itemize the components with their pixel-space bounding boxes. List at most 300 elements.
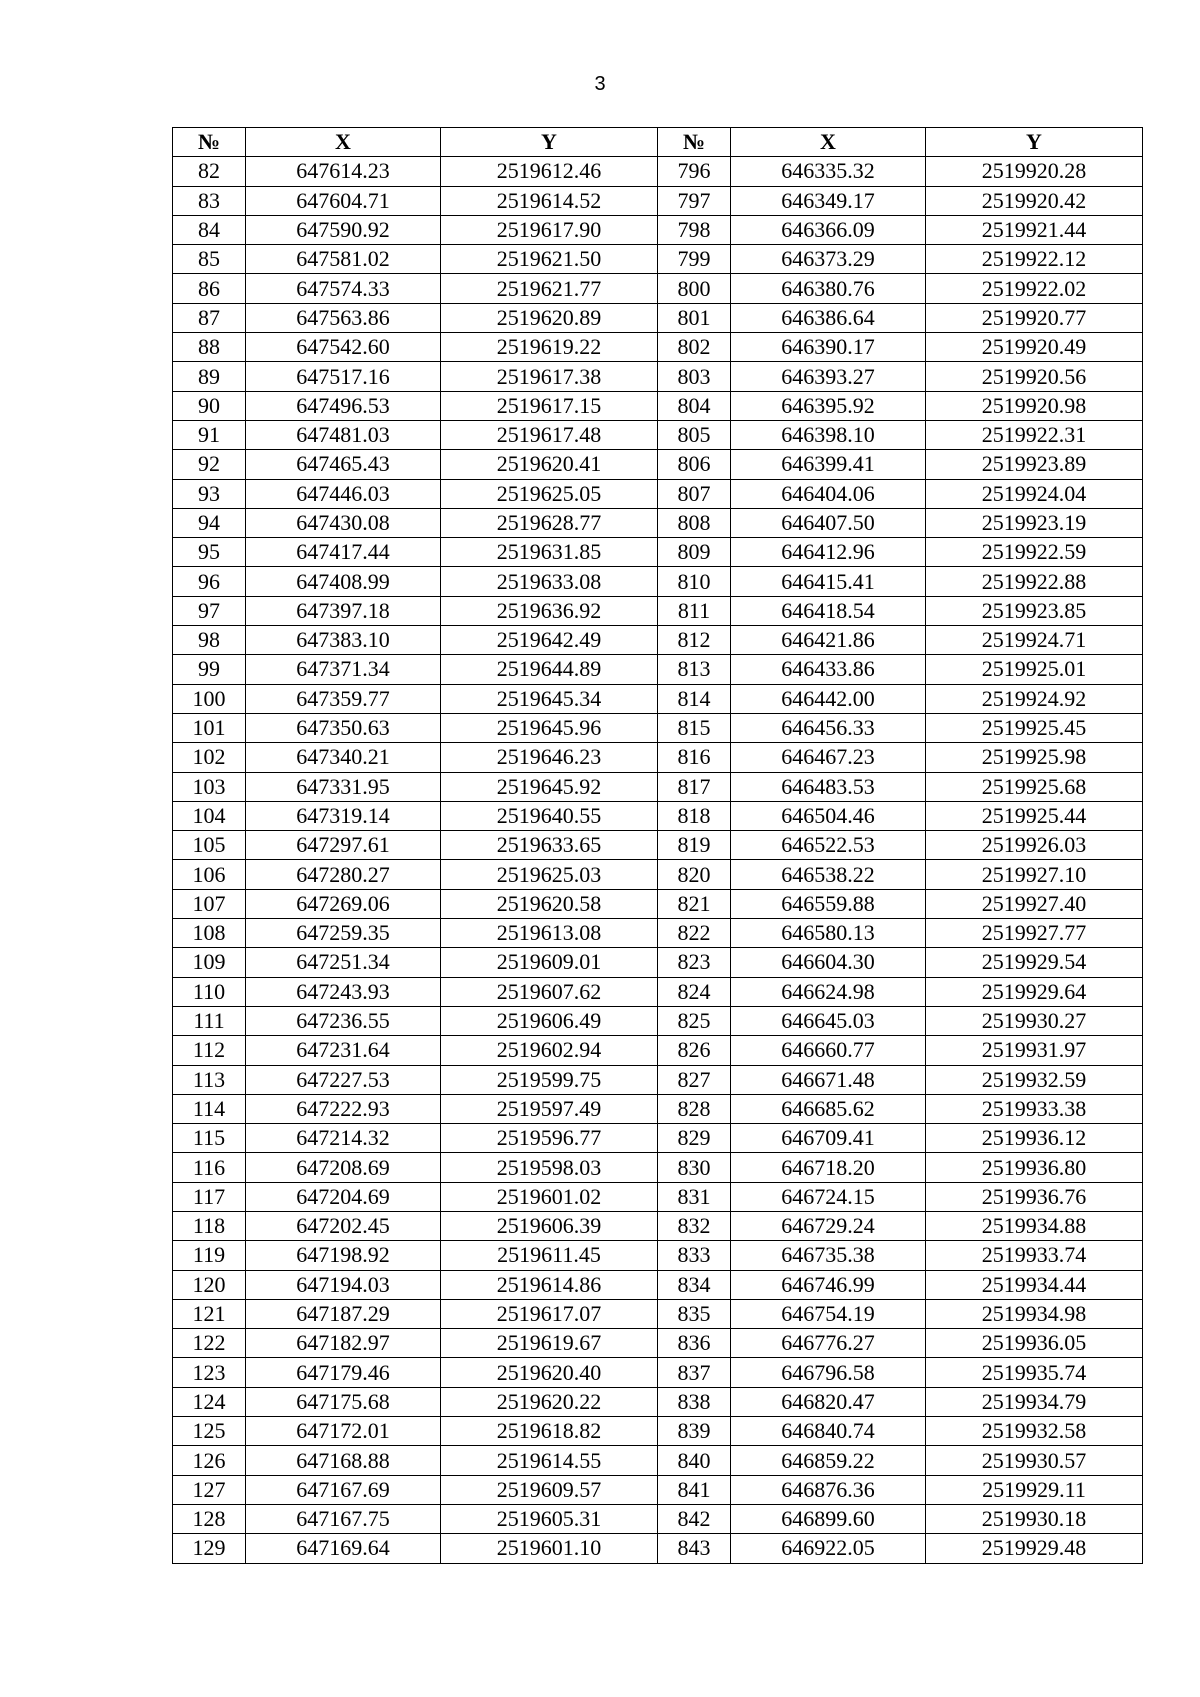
header-row bbox=[173, 128, 1143, 157]
x-coordinate-left: 647194.03 bbox=[246, 1270, 441, 1299]
x-coordinate-left: 647167.69 bbox=[246, 1475, 441, 1504]
table-row bbox=[173, 889, 1143, 918]
point-number-right: 799 bbox=[658, 245, 731, 274]
table-row bbox=[173, 655, 1143, 684]
point-number-right: 802 bbox=[658, 333, 731, 362]
table-row bbox=[173, 538, 1143, 567]
y-coordinate-right: 2519929.64 bbox=[926, 977, 1143, 1006]
x-coordinate-left: 647350.63 bbox=[246, 713, 441, 742]
y-coordinate-right: 2519936.80 bbox=[926, 1153, 1143, 1182]
point-number-right: 796 bbox=[658, 157, 731, 186]
point-number-left: 112 bbox=[173, 1036, 246, 1065]
y-coordinate-right: 2519929.11 bbox=[926, 1475, 1143, 1504]
y-coordinate-left: 2519612.46 bbox=[441, 157, 658, 186]
y-coordinate-left: 2519620.40 bbox=[441, 1358, 658, 1387]
x-coordinate-right: 646922.05 bbox=[731, 1534, 926, 1563]
y-coordinate-left: 2519609.01 bbox=[441, 948, 658, 977]
table-row bbox=[173, 186, 1143, 215]
x-coordinate-left: 647604.71 bbox=[246, 186, 441, 215]
table-row bbox=[173, 420, 1143, 449]
x-coordinate-left: 647214.32 bbox=[246, 1124, 441, 1153]
x-coordinate-right: 646467.23 bbox=[731, 743, 926, 772]
x-coordinate-right: 646718.20 bbox=[731, 1153, 926, 1182]
table-row bbox=[173, 245, 1143, 274]
x-coordinate-left: 647175.68 bbox=[246, 1387, 441, 1416]
y-coordinate-left: 2519642.49 bbox=[441, 626, 658, 655]
x-coordinate-left: 647182.97 bbox=[246, 1329, 441, 1358]
y-coordinate-left: 2519628.77 bbox=[441, 508, 658, 537]
point-number-left: 99 bbox=[173, 655, 246, 684]
y-coordinate-right: 2519934.44 bbox=[926, 1270, 1143, 1299]
x-coordinate-left: 647331.95 bbox=[246, 772, 441, 801]
point-number-right: 834 bbox=[658, 1270, 731, 1299]
point-number-right: 836 bbox=[658, 1329, 731, 1358]
y-coordinate-right: 2519933.38 bbox=[926, 1094, 1143, 1123]
x-coordinate-right: 646522.53 bbox=[731, 831, 926, 860]
y-coordinate-right: 2519933.74 bbox=[926, 1241, 1143, 1270]
y-coordinate-left: 2519621.77 bbox=[441, 274, 658, 303]
table-row bbox=[173, 684, 1143, 713]
table-row bbox=[173, 1534, 1143, 1563]
y-coordinate-right: 2519925.68 bbox=[926, 772, 1143, 801]
x-coordinate-left: 647465.43 bbox=[246, 450, 441, 479]
y-coordinate-right: 2519929.54 bbox=[926, 948, 1143, 977]
x-coordinate-left: 647243.93 bbox=[246, 977, 441, 1006]
point-number-left: 123 bbox=[173, 1358, 246, 1387]
y-coordinate-right: 2519925.44 bbox=[926, 801, 1143, 830]
point-number-right: 827 bbox=[658, 1065, 731, 1094]
y-coordinate-right: 2519930.18 bbox=[926, 1504, 1143, 1533]
point-number-left: 120 bbox=[173, 1270, 246, 1299]
x-coordinate-left: 647297.61 bbox=[246, 831, 441, 860]
point-number-left: 117 bbox=[173, 1182, 246, 1211]
y-coordinate-right: 2519922.88 bbox=[926, 567, 1143, 596]
y-coordinate-left: 2519606.39 bbox=[441, 1211, 658, 1240]
x-coordinate-left: 647172.01 bbox=[246, 1417, 441, 1446]
x-coordinate-left: 647371.34 bbox=[246, 655, 441, 684]
point-number-left: 110 bbox=[173, 977, 246, 1006]
table-row bbox=[173, 801, 1143, 830]
table-row bbox=[173, 713, 1143, 742]
point-number-right: 797 bbox=[658, 186, 731, 215]
y-coordinate-left: 2519605.31 bbox=[441, 1504, 658, 1533]
point-number-left: 128 bbox=[173, 1504, 246, 1533]
table-row bbox=[173, 1211, 1143, 1240]
y-coordinate-left: 2519620.22 bbox=[441, 1387, 658, 1416]
x-coordinate-left: 647430.08 bbox=[246, 508, 441, 537]
y-coordinate-left: 2519614.55 bbox=[441, 1446, 658, 1475]
x-coordinate-left: 647202.45 bbox=[246, 1211, 441, 1240]
y-coordinate-left: 2519606.49 bbox=[441, 1006, 658, 1035]
y-coordinate-right: 2519922.59 bbox=[926, 538, 1143, 567]
x-coordinate-right: 646395.92 bbox=[731, 391, 926, 420]
point-number-right: 807 bbox=[658, 479, 731, 508]
y-coordinate-left: 2519645.34 bbox=[441, 684, 658, 713]
x-coordinate-right: 646442.00 bbox=[731, 684, 926, 713]
point-number-left: 98 bbox=[173, 626, 246, 655]
point-number-left: 122 bbox=[173, 1329, 246, 1358]
x-coordinate-right: 646349.17 bbox=[731, 186, 926, 215]
x-coordinate-left: 647563.86 bbox=[246, 303, 441, 332]
x-coordinate-left: 647231.64 bbox=[246, 1036, 441, 1065]
x-coordinate-right: 646645.03 bbox=[731, 1006, 926, 1035]
x-coordinate-left: 647198.92 bbox=[246, 1241, 441, 1270]
point-number-right: 831 bbox=[658, 1182, 731, 1211]
y-coordinate-right: 2519925.45 bbox=[926, 713, 1143, 742]
table-body bbox=[173, 157, 1143, 1563]
y-coordinate-right: 2519920.42 bbox=[926, 186, 1143, 215]
point-number-left: 93 bbox=[173, 479, 246, 508]
y-coordinate-left: 2519613.08 bbox=[441, 919, 658, 948]
point-number-right: 839 bbox=[658, 1417, 731, 1446]
x-coordinate-right: 646685.62 bbox=[731, 1094, 926, 1123]
table-row bbox=[173, 215, 1143, 244]
point-number-right: 841 bbox=[658, 1475, 731, 1504]
point-number-left: 94 bbox=[173, 508, 246, 537]
point-number-right: 820 bbox=[658, 860, 731, 889]
point-number-right: 808 bbox=[658, 508, 731, 537]
point-number-left: 118 bbox=[173, 1211, 246, 1240]
y-coordinate-left: 2519599.75 bbox=[441, 1065, 658, 1094]
y-coordinate-right: 2519920.98 bbox=[926, 391, 1143, 420]
point-number-left: 114 bbox=[173, 1094, 246, 1123]
y-coordinate-right: 2519931.97 bbox=[926, 1036, 1143, 1065]
x-coordinate-right: 646418.54 bbox=[731, 596, 926, 625]
x-coordinate-left: 647446.03 bbox=[246, 479, 441, 508]
y-coordinate-left: 2519614.52 bbox=[441, 186, 658, 215]
point-number-left: 83 bbox=[173, 186, 246, 215]
point-number-left: 103 bbox=[173, 772, 246, 801]
point-number-right: 814 bbox=[658, 684, 731, 713]
point-number-right: 819 bbox=[658, 831, 731, 860]
point-number-left: 115 bbox=[173, 1124, 246, 1153]
y-coordinate-left: 2519644.89 bbox=[441, 655, 658, 684]
x-coordinate-left: 647236.55 bbox=[246, 1006, 441, 1035]
point-number-left: 91 bbox=[173, 420, 246, 449]
point-number-left: 129 bbox=[173, 1534, 246, 1563]
x-coordinate-right: 646876.36 bbox=[731, 1475, 926, 1504]
y-coordinate-left: 2519602.94 bbox=[441, 1036, 658, 1065]
x-coordinate-left: 647187.29 bbox=[246, 1299, 441, 1328]
y-coordinate-right: 2519930.27 bbox=[926, 1006, 1143, 1035]
table-header bbox=[173, 128, 1143, 157]
table-row bbox=[173, 1065, 1143, 1094]
y-coordinate-right: 2519936.05 bbox=[926, 1329, 1143, 1358]
point-number-left: 88 bbox=[173, 333, 246, 362]
y-coordinate-left: 2519636.92 bbox=[441, 596, 658, 625]
x-coordinate-left: 647590.92 bbox=[246, 215, 441, 244]
y-coordinate-left: 2519625.05 bbox=[441, 479, 658, 508]
header-number-left: № bbox=[173, 128, 246, 157]
x-coordinate-right: 646604.30 bbox=[731, 948, 926, 977]
x-coordinate-left: 647408.99 bbox=[246, 567, 441, 596]
table-row bbox=[173, 479, 1143, 508]
x-coordinate-right: 646407.50 bbox=[731, 508, 926, 537]
x-coordinate-left: 647542.60 bbox=[246, 333, 441, 362]
y-coordinate-left: 2519614.86 bbox=[441, 1270, 658, 1299]
point-number-left: 82 bbox=[173, 157, 246, 186]
y-coordinate-right: 2519927.10 bbox=[926, 860, 1143, 889]
table-row bbox=[173, 1299, 1143, 1328]
x-coordinate-right: 646754.19 bbox=[731, 1299, 926, 1328]
y-coordinate-left: 2519598.03 bbox=[441, 1153, 658, 1182]
x-coordinate-right: 646796.58 bbox=[731, 1358, 926, 1387]
y-coordinate-left: 2519597.49 bbox=[441, 1094, 658, 1123]
x-coordinate-left: 647614.23 bbox=[246, 157, 441, 186]
point-number-left: 125 bbox=[173, 1417, 246, 1446]
point-number-right: 840 bbox=[658, 1446, 731, 1475]
point-number-left: 119 bbox=[173, 1241, 246, 1270]
point-number-left: 90 bbox=[173, 391, 246, 420]
point-number-left: 124 bbox=[173, 1387, 246, 1416]
y-coordinate-left: 2519645.96 bbox=[441, 713, 658, 742]
x-coordinate-right: 646404.06 bbox=[731, 479, 926, 508]
table-row bbox=[173, 596, 1143, 625]
y-coordinate-left: 2519631.85 bbox=[441, 538, 658, 567]
y-coordinate-right: 2519924.92 bbox=[926, 684, 1143, 713]
table-row bbox=[173, 303, 1143, 332]
y-coordinate-left: 2519633.08 bbox=[441, 567, 658, 596]
x-coordinate-right: 646366.09 bbox=[731, 215, 926, 244]
y-coordinate-left: 2519625.03 bbox=[441, 860, 658, 889]
table-row bbox=[173, 274, 1143, 303]
y-coordinate-right: 2519920.28 bbox=[926, 157, 1143, 186]
table-row bbox=[173, 1182, 1143, 1211]
point-number-right: 813 bbox=[658, 655, 731, 684]
x-coordinate-right: 646735.38 bbox=[731, 1241, 926, 1270]
y-coordinate-right: 2519922.31 bbox=[926, 420, 1143, 449]
y-coordinate-right: 2519932.58 bbox=[926, 1417, 1143, 1446]
y-coordinate-left: 2519611.45 bbox=[441, 1241, 658, 1270]
table-row bbox=[173, 772, 1143, 801]
x-coordinate-right: 646724.15 bbox=[731, 1182, 926, 1211]
table-row bbox=[173, 508, 1143, 537]
y-coordinate-right: 2519926.03 bbox=[926, 831, 1143, 860]
table-row bbox=[173, 1094, 1143, 1123]
x-coordinate-right: 646671.48 bbox=[731, 1065, 926, 1094]
point-number-right: 806 bbox=[658, 450, 731, 479]
x-coordinate-right: 646373.29 bbox=[731, 245, 926, 274]
y-coordinate-left: 2519620.58 bbox=[441, 889, 658, 918]
point-number-right: 815 bbox=[658, 713, 731, 742]
header-number-right: № bbox=[658, 128, 731, 157]
x-coordinate-left: 647574.33 bbox=[246, 274, 441, 303]
x-coordinate-left: 647168.88 bbox=[246, 1446, 441, 1475]
table-row bbox=[173, 948, 1143, 977]
y-coordinate-right: 2519920.49 bbox=[926, 333, 1143, 362]
y-coordinate-right: 2519927.77 bbox=[926, 919, 1143, 948]
point-number-left: 97 bbox=[173, 596, 246, 625]
point-number-right: 804 bbox=[658, 391, 731, 420]
y-coordinate-right: 2519927.40 bbox=[926, 889, 1143, 918]
y-coordinate-right: 2519924.04 bbox=[926, 479, 1143, 508]
x-coordinate-right: 646415.41 bbox=[731, 567, 926, 596]
point-number-left: 96 bbox=[173, 567, 246, 596]
point-number-right: 825 bbox=[658, 1006, 731, 1035]
x-coordinate-left: 647169.64 bbox=[246, 1534, 441, 1563]
point-number-right: 824 bbox=[658, 977, 731, 1006]
x-coordinate-left: 647222.93 bbox=[246, 1094, 441, 1123]
table-row bbox=[173, 1329, 1143, 1358]
header-x-right: X bbox=[731, 128, 926, 157]
point-number-right: 828 bbox=[658, 1094, 731, 1123]
point-number-left: 111 bbox=[173, 1006, 246, 1035]
x-coordinate-left: 647359.77 bbox=[246, 684, 441, 713]
y-coordinate-right: 2519922.02 bbox=[926, 274, 1143, 303]
table-row bbox=[173, 1358, 1143, 1387]
table-row bbox=[173, 977, 1143, 1006]
y-coordinate-left: 2519601.10 bbox=[441, 1534, 658, 1563]
y-coordinate-right: 2519925.01 bbox=[926, 655, 1143, 684]
point-number-left: 92 bbox=[173, 450, 246, 479]
y-coordinate-right: 2519924.71 bbox=[926, 626, 1143, 655]
y-coordinate-right: 2519920.56 bbox=[926, 362, 1143, 391]
table-row bbox=[173, 1446, 1143, 1475]
table-row bbox=[173, 1270, 1143, 1299]
y-coordinate-left: 2519617.15 bbox=[441, 391, 658, 420]
point-number-right: 826 bbox=[658, 1036, 731, 1065]
point-number-right: 833 bbox=[658, 1241, 731, 1270]
point-number-left: 121 bbox=[173, 1299, 246, 1328]
x-coordinate-left: 647269.06 bbox=[246, 889, 441, 918]
page-number: 3 bbox=[594, 73, 606, 95]
point-number-left: 106 bbox=[173, 860, 246, 889]
y-coordinate-right: 2519925.98 bbox=[926, 743, 1143, 772]
y-coordinate-left: 2519620.89 bbox=[441, 303, 658, 332]
y-coordinate-left: 2519609.57 bbox=[441, 1475, 658, 1504]
point-number-right: 830 bbox=[658, 1153, 731, 1182]
x-coordinate-left: 647496.53 bbox=[246, 391, 441, 420]
x-coordinate-right: 646559.88 bbox=[731, 889, 926, 918]
x-coordinate-right: 646421.86 bbox=[731, 626, 926, 655]
table-row bbox=[173, 860, 1143, 889]
y-coordinate-right: 2519934.98 bbox=[926, 1299, 1143, 1328]
x-coordinate-right: 646335.32 bbox=[731, 157, 926, 186]
x-coordinate-left: 647481.03 bbox=[246, 420, 441, 449]
point-number-left: 116 bbox=[173, 1153, 246, 1182]
point-number-right: 805 bbox=[658, 420, 731, 449]
x-coordinate-right: 646390.17 bbox=[731, 333, 926, 362]
y-coordinate-left: 2519646.23 bbox=[441, 743, 658, 772]
table-row bbox=[173, 831, 1143, 860]
x-coordinate-right: 646504.46 bbox=[731, 801, 926, 830]
point-number-left: 86 bbox=[173, 274, 246, 303]
x-coordinate-left: 647383.10 bbox=[246, 626, 441, 655]
point-number-left: 89 bbox=[173, 362, 246, 391]
x-coordinate-left: 647259.35 bbox=[246, 919, 441, 948]
x-coordinate-left: 647517.16 bbox=[246, 362, 441, 391]
table-row bbox=[173, 1153, 1143, 1182]
point-number-right: 842 bbox=[658, 1504, 731, 1533]
y-coordinate-right: 2519922.12 bbox=[926, 245, 1143, 274]
table-row bbox=[173, 743, 1143, 772]
point-number-right: 803 bbox=[658, 362, 731, 391]
point-number-left: 100 bbox=[173, 684, 246, 713]
y-coordinate-left: 2519601.02 bbox=[441, 1182, 658, 1211]
point-number-right: 798 bbox=[658, 215, 731, 244]
x-coordinate-right: 646624.98 bbox=[731, 977, 926, 1006]
table-row bbox=[173, 1387, 1143, 1416]
point-number-right: 818 bbox=[658, 801, 731, 830]
x-coordinate-left: 647167.75 bbox=[246, 1504, 441, 1533]
x-coordinate-left: 647581.02 bbox=[246, 245, 441, 274]
y-coordinate-left: 2519596.77 bbox=[441, 1124, 658, 1153]
table-row bbox=[173, 1124, 1143, 1153]
y-coordinate-left: 2519618.82 bbox=[441, 1417, 658, 1446]
point-number-left: 109 bbox=[173, 948, 246, 977]
x-coordinate-right: 646899.60 bbox=[731, 1504, 926, 1533]
x-coordinate-left: 647179.46 bbox=[246, 1358, 441, 1387]
table-row bbox=[173, 391, 1143, 420]
table-row bbox=[173, 567, 1143, 596]
point-number-right: 822 bbox=[658, 919, 731, 948]
y-coordinate-right: 2519936.12 bbox=[926, 1124, 1143, 1153]
x-coordinate-right: 646380.76 bbox=[731, 274, 926, 303]
point-number-right: 817 bbox=[658, 772, 731, 801]
header-y-left: Y bbox=[441, 128, 658, 157]
y-coordinate-right: 2519934.88 bbox=[926, 1211, 1143, 1240]
x-coordinate-right: 646386.64 bbox=[731, 303, 926, 332]
header-y-right: Y bbox=[926, 128, 1143, 157]
x-coordinate-left: 647340.21 bbox=[246, 743, 441, 772]
x-coordinate-right: 646580.13 bbox=[731, 919, 926, 948]
point-number-left: 113 bbox=[173, 1065, 246, 1094]
x-coordinate-right: 646859.22 bbox=[731, 1446, 926, 1475]
point-number-left: 108 bbox=[173, 919, 246, 948]
y-coordinate-left: 2519617.38 bbox=[441, 362, 658, 391]
y-coordinate-right: 2519936.76 bbox=[926, 1182, 1143, 1211]
x-coordinate-right: 646776.27 bbox=[731, 1329, 926, 1358]
x-coordinate-right: 646412.96 bbox=[731, 538, 926, 567]
point-number-left: 85 bbox=[173, 245, 246, 274]
point-number-left: 102 bbox=[173, 743, 246, 772]
table-row bbox=[173, 333, 1143, 362]
point-number-right: 809 bbox=[658, 538, 731, 567]
point-number-left: 105 bbox=[173, 831, 246, 860]
x-coordinate-left: 647397.18 bbox=[246, 596, 441, 625]
y-coordinate-left: 2519645.92 bbox=[441, 772, 658, 801]
y-coordinate-left: 2519607.62 bbox=[441, 977, 658, 1006]
x-coordinate-right: 646433.86 bbox=[731, 655, 926, 684]
point-number-left: 126 bbox=[173, 1446, 246, 1475]
y-coordinate-right: 2519921.44 bbox=[926, 215, 1143, 244]
y-coordinate-right: 2519932.59 bbox=[926, 1065, 1143, 1094]
point-number-left: 87 bbox=[173, 303, 246, 332]
x-coordinate-right: 646660.77 bbox=[731, 1036, 926, 1065]
point-number-right: 811 bbox=[658, 596, 731, 625]
table-row bbox=[173, 1006, 1143, 1035]
y-coordinate-right: 2519930.57 bbox=[926, 1446, 1143, 1475]
point-number-right: 838 bbox=[658, 1387, 731, 1416]
point-number-right: 837 bbox=[658, 1358, 731, 1387]
table-row bbox=[173, 1417, 1143, 1446]
x-coordinate-right: 646840.74 bbox=[731, 1417, 926, 1446]
point-number-left: 107 bbox=[173, 889, 246, 918]
x-coordinate-right: 646483.53 bbox=[731, 772, 926, 801]
x-coordinate-left: 647280.27 bbox=[246, 860, 441, 889]
table-row bbox=[173, 157, 1143, 186]
point-number-left: 104 bbox=[173, 801, 246, 830]
y-coordinate-right: 2519935.74 bbox=[926, 1358, 1143, 1387]
point-number-right: 821 bbox=[658, 889, 731, 918]
table-row bbox=[173, 626, 1143, 655]
x-coordinate-right: 646729.24 bbox=[731, 1211, 926, 1240]
point-number-left: 127 bbox=[173, 1475, 246, 1504]
y-coordinate-right: 2519920.77 bbox=[926, 303, 1143, 332]
y-coordinate-right: 2519923.19 bbox=[926, 508, 1143, 537]
table-row bbox=[173, 450, 1143, 479]
x-coordinate-left: 647251.34 bbox=[246, 948, 441, 977]
